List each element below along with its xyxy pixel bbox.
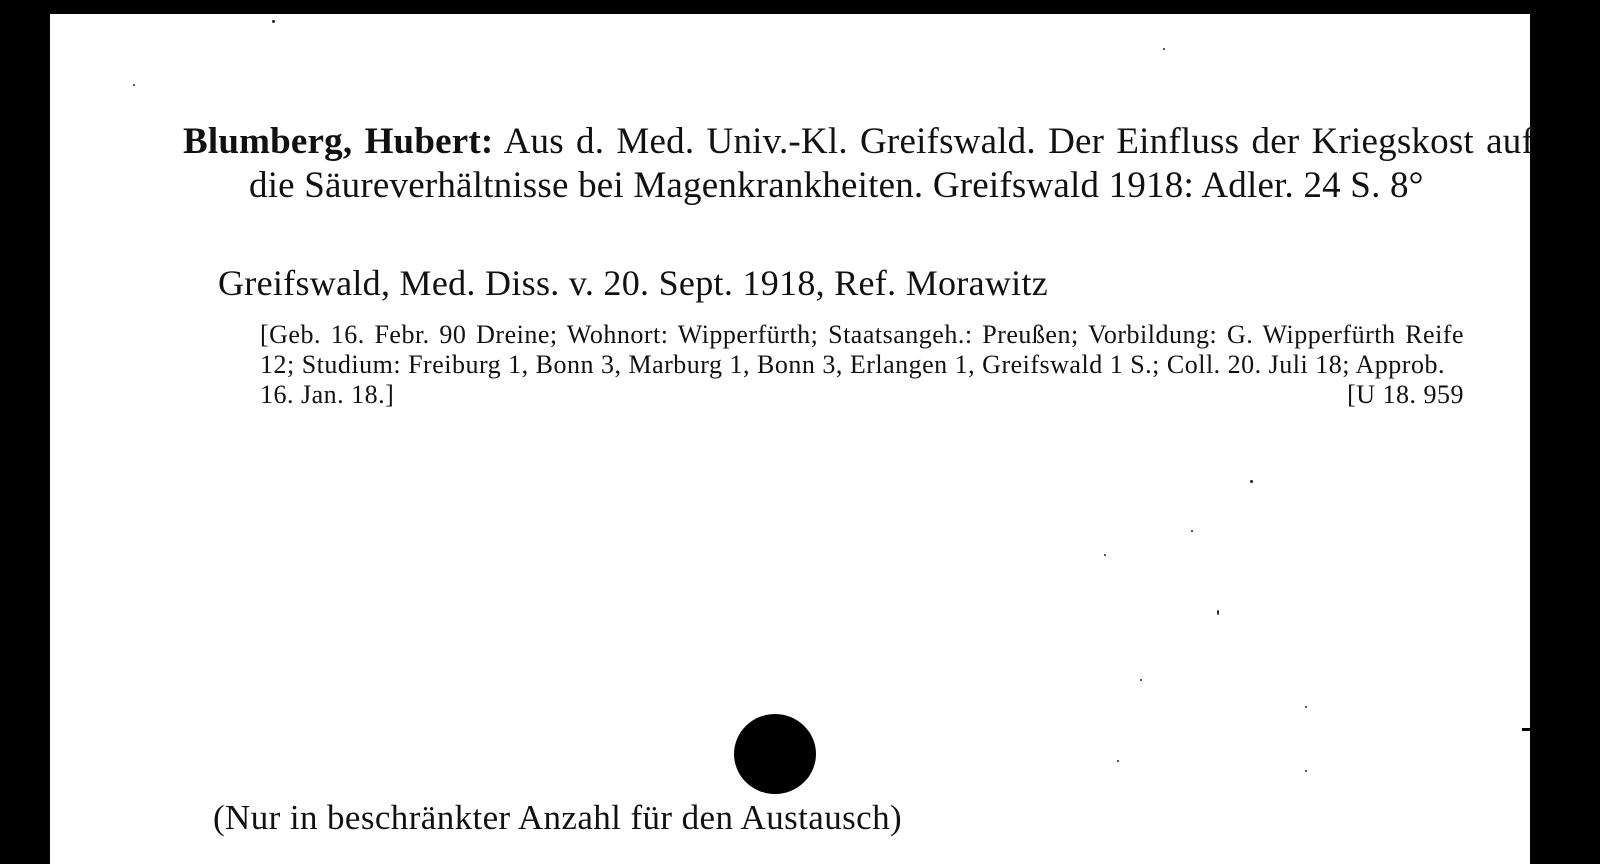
dissertation-imprint: Greifswald, Med. Diss. v. 20. Sept. 1918, Ref. Morawitz — [218, 263, 1049, 303]
bibliographic-entry — [183, 120, 1534, 208]
dust-speck — [1104, 554, 1106, 556]
dust-speck — [272, 20, 275, 23]
shelfmark: [U 18. 959 — [1347, 380, 1464, 409]
biographical-date: 16. Jan. 18.] — [260, 380, 395, 409]
dust-speck — [1117, 760, 1119, 762]
biographical-last-line — [260, 380, 1464, 410]
dust-speck — [1250, 480, 1253, 483]
author-name: Blumberg, Hubert: — [183, 121, 494, 162]
dust-speck — [1305, 770, 1307, 772]
dust-speck — [1305, 706, 1307, 708]
catalog-card — [50, 14, 1534, 864]
entry-title: Aus d. Med. Univ.-Kl. Greifswald. Der Einfluss der Kriegskost auf die Säureverhältnisse bei Magenkrankheiten. Greifswald 1918: Adler. 24 S. 8° — [249, 121, 1534, 206]
biographical-text: [Geb. 16. Febr. 90 Dreine; Wohnort: Wipperfürth; Staatsangeh.: Preußen; Vorbildung: G. Wipperfürth Reife 12; Studium: Freiburg 1, Bonn 3, Marburg 1, Bonn 3, Erlangen 1, Greifswald 1 S.; Coll. 20. Juli 18; Approb. — [260, 320, 1464, 379]
dust-speck — [1217, 610, 1219, 615]
dust-speck — [133, 84, 135, 86]
dust-speck — [1140, 679, 1142, 681]
punch-hole — [734, 714, 816, 794]
edge-mark — [1522, 728, 1530, 731]
biographical-note — [260, 320, 1464, 410]
exchange-note: (Nur in beschränkter Anzahl für den Austausch) — [213, 798, 903, 837]
dust-speck — [1163, 48, 1165, 50]
dust-speck — [1191, 530, 1193, 532]
